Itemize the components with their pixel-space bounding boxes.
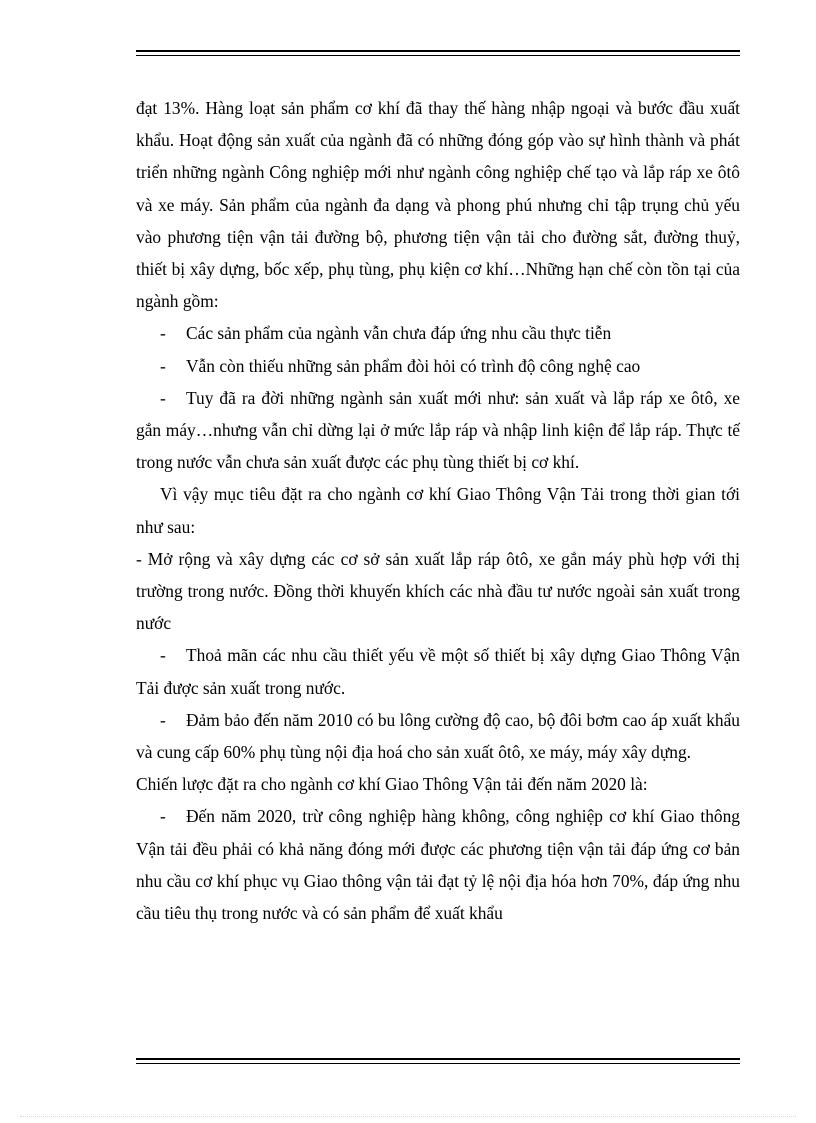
bullet-item — [136, 800, 740, 929]
bullet-text: Vẫn còn thiếu những sản phẩm đòi hỏi có trình độ công nghệ cao — [186, 355, 641, 376]
bullet-item — [136, 350, 740, 382]
page-body — [136, 92, 740, 929]
header-rule — [136, 50, 740, 54]
bullet-dash: - — [160, 709, 166, 730]
bullet-item — [136, 704, 740, 768]
bullet-text: Các sản phẩm của ngành vẫn chưa đáp ứng nhu cầu thực tiễn — [186, 323, 612, 344]
page-edge-dots — [20, 1116, 796, 1117]
bullet-text: Tuy đã ra đời những ngành sản xuất mới như: sản xuất và lắp ráp xe ôtô, xe gắn máy…nhưng vẫn chỉ dừng lại ở mức lắp ráp và nhập linh kiện để lắp ráp. Thực tế trong nước vẫn chưa sản xuất được các phụ tùng thiết bị cơ khí. — [136, 387, 740, 473]
bullet-text: Đảm bảo đến năm 2010 có bu lông cường độ cao, bộ đôi bơm cao áp xuất khẩu và cung cấp 60% phụ tùng nội địa hoá cho sản xuất ôtô, xe máy, máy xây dựng. — [136, 709, 740, 763]
paragraph: - Mở rộng và xây dựng các cơ sở sản xuất lắp ráp ôtô, xe gắn máy phù hợp với thị trường trong nước. Đồng thời khuyến khích các nhà đầu tư nước ngoài sản xuất trong nước — [136, 548, 740, 634]
paragraph: Chiến lược đặt ra cho ngành cơ khí Giao Thông Vận tải đến năm 2020 là: — [136, 774, 648, 795]
footer-rule — [136, 1058, 740, 1062]
bullet-text: Thoả mãn các nhu cầu thiết yếu về một số thiết bị xây dựng Giao Thông Vận Tải được sản xuất trong nước. — [136, 645, 740, 698]
bullet-text: Đến năm 2020, trừ công nghiệp hàng không, công nghiệp cơ khí Giao thông Vận tải đều phải có khả năng đóng mới được các phương tiện vận tải đáp ứng cơ bản nhu cầu cơ khí phục vụ Giao thông vận tải đạt tỷ lệ nội địa hóa hơn 70%, đáp ứng nhu cầu tiêu thụ trong nước và có sản phẩm để xuất khẩu — [136, 806, 740, 924]
bullet-dash: - — [160, 323, 166, 344]
bullet-item — [136, 317, 740, 349]
bullet-dash: - — [160, 355, 166, 376]
bullet-item — [136, 382, 740, 479]
bullet-dash: - — [160, 387, 166, 408]
bullet-dash: - — [160, 645, 166, 666]
paragraph: đạt 13%. Hàng loạt sản phẩm cơ khí đã thay thế hàng nhập ngoại và bước đầu xuất khẩu. Hoạt động sản xuất của ngành đã có những đóng góp vào sự hình thành và phát triển những ngành Công nghiệp mới như ngành công nghiệp chế tạo và lắp ráp xe ôtô và xe máy. Sản phẩm của ngành đa dạng và phong phú nhưng chỉ tập trụng chủ yếu vào phương tiện vận tải đường bộ, phương tiện vận tải cho đường sắt, đường thuỷ, thiết bị xây dựng, bốc xếp, phụ tùng, phụ kiện cơ khí…Những hạn chế còn tồn tại của ngành gồm: — [136, 98, 740, 312]
paragraph: Vì vậy mục tiêu đặt ra cho ngành cơ khí Giao Thông Vận Tải trong thời gian tới như sau: — [136, 484, 740, 537]
bullet-dash: - — [160, 806, 166, 827]
bullet-item — [136, 639, 740, 703]
